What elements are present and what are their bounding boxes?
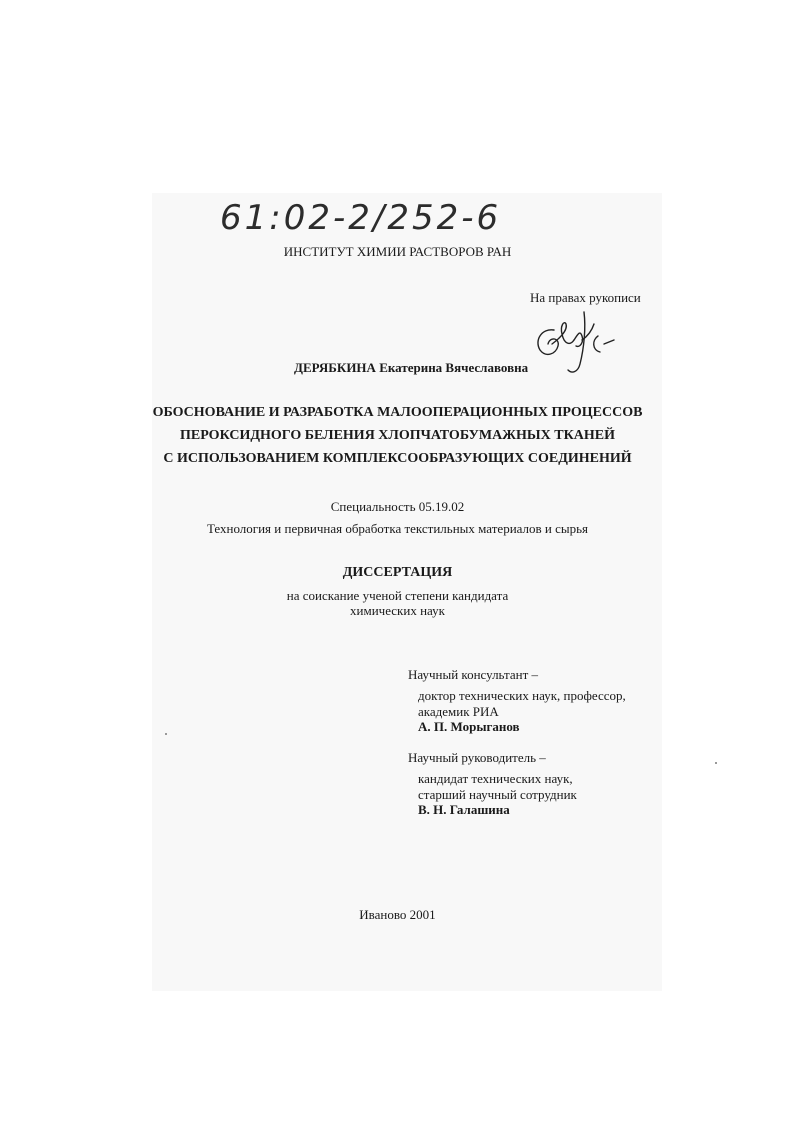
specialty-name: Технология и первичная обработка текстильных материалов и сырья xyxy=(206,521,589,536)
supervisor-detail-2: старший научный сотрудник xyxy=(418,787,577,802)
document-type: ДИССЕРТАЦИЯ xyxy=(342,565,453,580)
supervisor-detail-1: кандидат технических наук, xyxy=(418,771,573,786)
thesis-title-line-1: ОБОСНОВАНИЕ И РАЗРАБОТКА МАЛООПЕРАЦИОННЫХ ПРОЦЕССОВ xyxy=(152,405,643,420)
supervisor-label: Научный руководитель – xyxy=(408,750,546,765)
specialty-code: Специальность 05.19.02 xyxy=(330,499,465,514)
supervisor-name: В. Н. Галашина xyxy=(418,802,510,817)
consultant-name: А. П. Морыганов xyxy=(418,719,520,734)
author-given-names: Екатерина Вячеславовна xyxy=(379,360,529,375)
institute-name: ИНСТИТУТ ХИМИИ РАСТВОРОВ РАН xyxy=(283,244,512,259)
place-and-year: Иваново 2001 xyxy=(359,907,436,922)
signature xyxy=(522,300,622,380)
consultant-detail-1: доктор технических наук, профессор, xyxy=(418,688,626,703)
thesis-title-line-2: ПЕРОКСИДНОГО БЕЛЕНИЯ ХЛОПЧАТОБУМАЖНЫХ ТКАНЕЙ xyxy=(179,428,615,443)
author-surname: ДЕРЯБКИНА xyxy=(294,360,376,375)
consultant-label: Научный консультант – xyxy=(408,667,538,682)
thesis-title-line-3: С ИСПОЛЬЗОВАНИЕМ КОМПЛЕКСООБРАЗУЮЩИХ СОЕДИНЕНИЙ xyxy=(163,451,632,466)
scan-speck xyxy=(715,762,717,764)
author-line xyxy=(294,360,528,376)
degree-purpose-line-2: химических наук xyxy=(350,603,445,618)
rights-note: На правах рукописи xyxy=(530,290,641,305)
scan-speck xyxy=(165,733,167,735)
consultant-detail-2: академик РИА xyxy=(418,704,499,719)
degree-purpose-line-1: на соискание ученой степени кандидата xyxy=(286,588,509,603)
handwritten-archive-code: 61:02-2/252-6 xyxy=(220,198,502,238)
